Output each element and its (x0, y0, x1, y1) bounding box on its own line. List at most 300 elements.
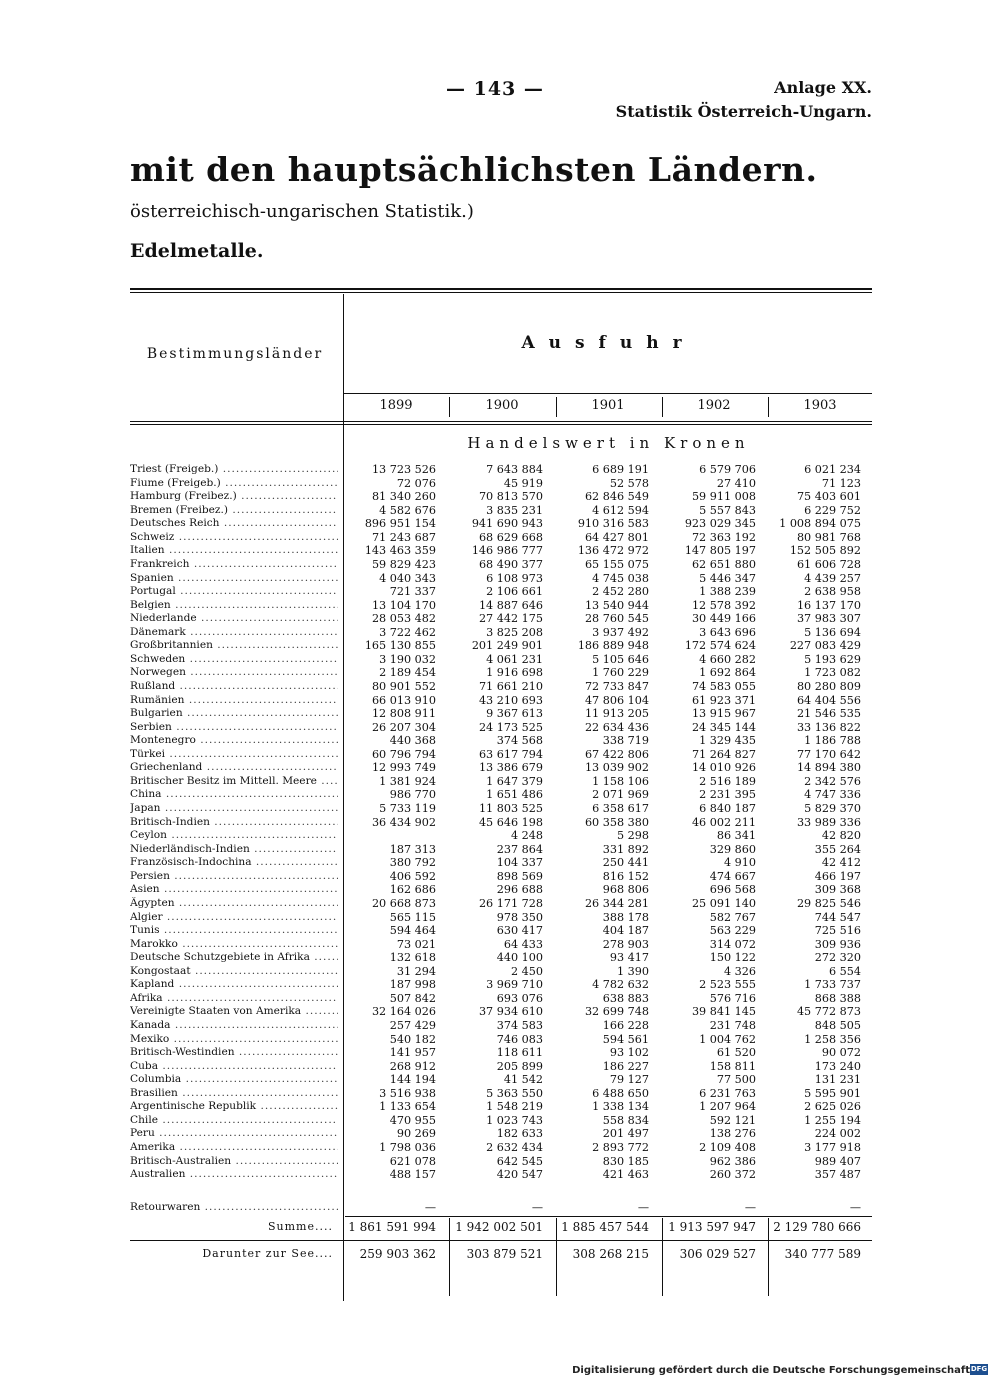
row-country: Marokko ..... (130, 938, 338, 951)
row-value: 746 083 (496, 1032, 543, 1046)
row-value: 4 439 257 (804, 571, 861, 585)
table-row (0, 965, 1000, 978)
sum-value: 1 885 457 544 (561, 1220, 649, 1234)
row-value: 2 189 454 (379, 666, 436, 680)
row-value: 141 957 (389, 1046, 436, 1060)
row-value: 910 316 583 (577, 517, 649, 531)
year-divider (449, 397, 450, 417)
row-value: 52 578 (609, 476, 649, 490)
row-value: 257 429 (389, 1019, 436, 1032)
table-row (0, 1019, 1000, 1032)
row-value: 26 344 281 (584, 896, 649, 910)
sea-value: 259 903 362 (359, 1247, 436, 1261)
table-row (0, 626, 1000, 639)
row-value: 118 611 (496, 1046, 543, 1060)
row-value: 1 158 106 (592, 774, 649, 788)
row-country: Retourwaren ..... (130, 1201, 338, 1214)
row-value: 47 806 104 (584, 693, 649, 707)
row-country: Griechenland ..... (130, 761, 338, 774)
row-value: 4 248 (510, 829, 543, 843)
row-country: Britisch-Indien ..... (130, 816, 338, 829)
row-value: 11 803 525 (478, 802, 543, 815)
row-value: 80 280 809 (796, 680, 861, 693)
row-country: Amerika ..... (130, 1141, 338, 1154)
row-value: 1 329 435 (699, 734, 756, 748)
row-value: 558 834 (602, 1113, 649, 1127)
row-value: 4 326 (723, 964, 756, 978)
row-value: 72 733 847 (584, 680, 649, 693)
row-value: 64 427 801 (584, 530, 649, 544)
row-value: 42 820 (821, 829, 861, 843)
row-value: 3 835 231 (486, 503, 543, 517)
row-value: 693 076 (496, 991, 543, 1005)
row-value: 77 500 (716, 1073, 756, 1087)
row-value: 5 363 550 (486, 1086, 543, 1100)
row-value: 314 072 (709, 937, 756, 951)
row-value: 186 227 (602, 1059, 649, 1073)
row-value: 16 137 170 (796, 598, 861, 612)
table-row (0, 572, 1000, 585)
row-value: 1 207 964 (699, 1100, 756, 1114)
table-row-returns (0, 1201, 1000, 1214)
row-value: 80 901 552 (371, 680, 436, 693)
row-value: 6 229 752 (804, 503, 861, 517)
row-value: 2 516 189 (699, 774, 756, 788)
row-value: 12 808 911 (371, 707, 436, 721)
row-country: Australien ..... (130, 1168, 338, 1181)
row-value: 1 023 743 (486, 1113, 543, 1127)
year-header-1899: 1899 (379, 398, 413, 413)
row-value: 41 542 (503, 1073, 543, 1087)
sum-top-rule (345, 1216, 872, 1217)
row-value: 989 407 (814, 1154, 861, 1168)
sum-bottom-rule (130, 1240, 872, 1241)
row-value: 1 651 486 (486, 788, 543, 802)
row-value: 71 243 687 (371, 530, 436, 544)
row-value: 13 386 679 (478, 761, 543, 775)
dfg-logo: DFG (970, 1365, 988, 1373)
row-country: Britischer Besitz im Mittell. Meere ..... (130, 775, 338, 788)
row-value: 5 829 370 (804, 802, 861, 815)
row-value: 540 182 (389, 1032, 436, 1046)
row-country: Peru ..... (130, 1127, 338, 1140)
table-row (0, 897, 1000, 910)
row-value: 421 463 (602, 1168, 649, 1182)
table-row (0, 1155, 1000, 1168)
row-value: 162 686 (389, 883, 436, 897)
row-country: Rußland ..... (130, 680, 338, 693)
row-value: 2 342 576 (804, 774, 861, 788)
row-country: Montenegro ..... (130, 734, 338, 747)
sea-value: 340 777 589 (784, 1247, 861, 1261)
row-value: 64 433 (503, 937, 543, 951)
row-value: 201 249 901 (471, 639, 543, 653)
row-country: Deutsches Reich ..... (130, 517, 338, 530)
row-country: Asien ..... (130, 883, 338, 896)
row-value: 5 105 646 (592, 652, 649, 666)
row-value: 4 910 (723, 856, 756, 870)
row-value: 2 109 408 (699, 1141, 756, 1154)
row-value: 355 264 (814, 842, 861, 856)
row-country: Belgien ..... (130, 599, 338, 612)
table-row (0, 666, 1000, 679)
row-country: Französisch-Indochina ..... (130, 856, 338, 869)
row-value: 2 106 661 (486, 585, 543, 598)
row-value: 420 547 (496, 1168, 543, 1182)
row-value: 268 912 (389, 1059, 436, 1073)
row-value: 630 417 (496, 924, 543, 937)
header-bottom-rule (130, 421, 872, 422)
row-value: 136 472 972 (577, 544, 649, 558)
row-value: 172 574 624 (684, 639, 756, 653)
row-value: 74 583 055 (691, 680, 756, 693)
row-value: 594 561 (602, 1032, 649, 1046)
row-country: Deutsche Schutzgebiete in Afrika ..... (130, 951, 338, 964)
row-value: 93 102 (609, 1046, 649, 1060)
sum-row (0, 1219, 1000, 1235)
annex-label: Anlage XX. (774, 78, 872, 97)
table-row (0, 1033, 1000, 1046)
row-value: 1 733 737 (804, 978, 861, 992)
row-value: 27 442 175 (478, 612, 543, 626)
row-value: 830 185 (602, 1154, 649, 1168)
row-value: 59 829 423 (371, 557, 436, 571)
row-value: 30 449 166 (691, 612, 756, 626)
row-value: 3 516 938 (379, 1086, 436, 1100)
table-row (0, 585, 1000, 598)
row-value: 592 121 (709, 1113, 756, 1127)
table-row (0, 992, 1000, 1005)
table-row (0, 680, 1000, 693)
row-value: 6 689 191 (592, 463, 649, 476)
row-value: 1 723 082 (804, 666, 861, 680)
year-header-rule (343, 393, 872, 394)
row-value: 3 177 918 (804, 1141, 861, 1154)
row-value: 13 540 944 (584, 598, 649, 612)
row-value: 20 668 873 (371, 896, 436, 910)
row-value: 1 388 239 (699, 585, 756, 598)
table-row (0, 490, 1000, 503)
row-value: 72 363 192 (691, 530, 756, 544)
row-value: 1 760 229 (592, 666, 649, 680)
row-value: 1 692 864 (699, 666, 756, 680)
country-column-header: Bestimmungsländer (146, 346, 324, 362)
table-row (0, 951, 1000, 964)
row-value: 11 913 205 (584, 707, 649, 721)
row-country: Brasilien ..... (130, 1087, 338, 1100)
row-value: 260 372 (709, 1168, 756, 1182)
row-country: Spanien ..... (130, 572, 338, 585)
row-country: Afrika ..... (130, 992, 338, 1005)
sea-value: 308 268 215 (572, 1247, 649, 1261)
row-value: 868 388 (814, 991, 861, 1005)
row-value: 152 505 892 (789, 544, 861, 558)
row-value: 1 381 924 (379, 774, 436, 788)
row-value: 278 903 (602, 937, 649, 951)
row-value: 4 040 343 (379, 571, 436, 585)
table-row (0, 788, 1000, 801)
row-value: 309 368 (814, 883, 861, 897)
table-row (0, 694, 1000, 707)
row-value: 187 998 (389, 978, 436, 992)
row-country: Columbia ..... (130, 1073, 338, 1086)
row-value: 13 104 170 (371, 598, 436, 612)
row-value: 68 629 668 (478, 530, 543, 544)
row-value: 14 010 926 (691, 761, 756, 775)
row-value: 440 100 (496, 951, 543, 965)
row-value: 158 811 (709, 1059, 756, 1073)
row-value: 296 688 (496, 883, 543, 897)
row-value: 466 197 (814, 869, 861, 883)
table-row (0, 558, 1000, 571)
row-country: Norwegen ..... (130, 666, 338, 679)
row-value: 5 733 119 (379, 802, 436, 815)
row-value: 6 554 (828, 964, 861, 978)
year-divider (556, 397, 557, 417)
row-value: 2 893 772 (592, 1141, 649, 1154)
row-value: 24 173 525 (478, 720, 543, 734)
row-value: 374 583 (496, 1019, 543, 1032)
row-country: Kongostaat ..... (130, 965, 338, 978)
row-value: 4 582 676 (379, 503, 436, 517)
row-value: 1 186 788 (804, 734, 861, 748)
table-row (0, 761, 1000, 774)
row-value: — (637, 1201, 649, 1214)
table-row (0, 978, 1000, 991)
row-value: 63 617 794 (478, 747, 543, 761)
row-country: Portugal ..... (130, 585, 338, 598)
table-row (0, 734, 1000, 747)
row-value: 14 894 380 (796, 761, 861, 775)
row-country: China ..... (130, 788, 338, 801)
row-value: 28 053 482 (371, 612, 436, 626)
row-value: 36 434 902 (371, 815, 436, 829)
row-value: 9 367 613 (486, 707, 543, 721)
row-country: Tunis ..... (130, 924, 338, 937)
row-value: 309 936 (814, 937, 861, 951)
table-row (0, 599, 1000, 612)
row-value: 1 133 654 (379, 1100, 436, 1114)
table-row (0, 924, 1000, 937)
unit-header: Handelswert in Kronen (467, 434, 750, 452)
row-value: 1 548 219 (486, 1100, 543, 1114)
row-value: 5 446 347 (699, 571, 756, 585)
table-row (0, 639, 1000, 652)
row-value: 46 002 211 (691, 815, 756, 829)
row-value: 93 417 (609, 951, 649, 965)
table-row (0, 1005, 1000, 1018)
row-value: 563 229 (709, 924, 756, 937)
row-country: Schweden ..... (130, 653, 338, 666)
footer-note: Digitalisierung gefördert durch die Deutsche Forschungsgemeinschaft (572, 1365, 970, 1376)
row-value: 187 313 (389, 842, 436, 856)
table-row (0, 1114, 1000, 1127)
row-value: 696 568 (709, 883, 756, 897)
row-value: 182 633 (496, 1127, 543, 1141)
row-value: 147 805 197 (684, 544, 756, 558)
row-country: Hamburg (Freibez.) ..... (130, 490, 338, 503)
row-value: 250 441 (602, 856, 649, 870)
row-value: — (531, 1201, 543, 1214)
row-value: 638 883 (602, 991, 649, 1005)
row-value: 186 889 948 (577, 639, 649, 653)
row-value: 132 618 (389, 951, 436, 965)
row-value: 43 210 693 (478, 693, 543, 707)
row-value: 1 916 698 (486, 666, 543, 680)
row-value: 4 660 282 (699, 652, 756, 666)
section-heading: Edelmetalle. (130, 240, 264, 262)
row-value: 75 403 601 (796, 490, 861, 504)
row-value: 60 358 380 (584, 815, 649, 829)
row-value: 31 294 (396, 964, 436, 978)
table-row (0, 816, 1000, 829)
row-value: 60 796 794 (371, 747, 436, 761)
page-number: — 143 — (446, 78, 544, 100)
row-value: 2 625 026 (804, 1100, 861, 1114)
row-value: 621 078 (389, 1154, 436, 1168)
row-value: 21 546 535 (796, 707, 861, 721)
row-country: Argentinische Republik ..... (130, 1100, 338, 1113)
year-header-1901: 1901 (591, 398, 625, 413)
row-value: — (849, 1201, 861, 1214)
row-value: 4 612 594 (592, 503, 649, 517)
row-value: 90 269 (396, 1127, 436, 1141)
row-value: — (744, 1201, 756, 1214)
table-row (0, 504, 1000, 517)
table-row (0, 531, 1000, 544)
row-value: 79 127 (609, 1073, 649, 1087)
table-row (0, 911, 1000, 924)
row-value: 1 338 134 (592, 1100, 649, 1114)
row-value: 5 193 629 (804, 652, 861, 666)
row-value: 6 840 187 (699, 802, 756, 815)
row-country: Cuba ..... (130, 1060, 338, 1073)
row-value: 71 264 827 (691, 747, 756, 761)
row-value: 1 004 762 (699, 1032, 756, 1046)
row-value: 165 130 855 (364, 639, 436, 653)
row-value: 45 919 (503, 476, 543, 490)
row-value: 61 606 728 (796, 557, 861, 571)
row-value: 898 569 (496, 869, 543, 883)
row-value: 166 228 (602, 1019, 649, 1032)
sum-value: 1 942 002 501 (455, 1220, 543, 1234)
table-row (0, 870, 1000, 883)
row-value: 205 899 (496, 1059, 543, 1073)
row-country: Kapland ..... (130, 978, 338, 991)
row-value: 357 487 (814, 1168, 861, 1182)
row-value: 29 825 546 (796, 896, 861, 910)
row-value: 201 497 (602, 1127, 649, 1141)
row-value: 331 892 (602, 842, 649, 856)
row-value: 594 464 (389, 924, 436, 937)
row-value: 13 915 967 (691, 707, 756, 721)
sea-value: 306 029 527 (679, 1247, 756, 1261)
table-row (0, 1141, 1000, 1154)
table-row (0, 856, 1000, 869)
row-value: 6 021 234 (804, 463, 861, 476)
row-value: 12 993 749 (371, 761, 436, 775)
table-row (0, 1168, 1000, 1181)
table-row (0, 517, 1000, 530)
row-value: 4 747 336 (804, 788, 861, 802)
row-value: 71 661 210 (478, 680, 543, 693)
row-value: 406 592 (389, 869, 436, 883)
row-value: 380 792 (389, 856, 436, 870)
table-row (0, 1100, 1000, 1113)
row-value: 227 083 429 (789, 639, 861, 653)
row-value: 4 782 632 (592, 978, 649, 992)
row-value: 5 298 (616, 829, 649, 843)
row-value: 721 337 (389, 585, 436, 598)
row-value: 81 340 260 (371, 490, 436, 504)
sum-label-text: Summe (268, 1220, 315, 1233)
row-country: Frankreich ..... (130, 558, 338, 571)
row-value: 2 452 280 (592, 585, 649, 598)
row-country: Algier ..... (130, 911, 338, 924)
row-value: 488 157 (389, 1168, 436, 1182)
row-country: Türkei ..... (130, 748, 338, 761)
sum-value: 1 913 597 947 (668, 1220, 756, 1234)
row-value: 941 690 943 (471, 517, 543, 531)
row-value: 39 841 145 (691, 1005, 756, 1019)
row-value: 6 488 650 (592, 1086, 649, 1100)
table-row (0, 829, 1000, 842)
row-value: 329 860 (709, 842, 756, 856)
row-country: Fiume (Freigeb.) ..... (130, 477, 338, 490)
row-value: 37 934 610 (478, 1005, 543, 1019)
table-row (0, 1046, 1000, 1059)
row-value: 474 667 (709, 869, 756, 883)
row-value: 62 651 880 (691, 557, 756, 571)
row-value: 32 699 748 (584, 1005, 649, 1019)
table-row (0, 612, 1000, 625)
row-value: 1 798 036 (379, 1141, 436, 1154)
row-value: 42 412 (821, 856, 861, 870)
row-country: Ägypten ..... (130, 897, 338, 910)
row-value: 62 846 549 (584, 490, 649, 504)
export-header: Ausfuhr (521, 333, 696, 353)
row-value: 33 136 822 (796, 720, 861, 734)
row-value: 26 207 304 (371, 720, 436, 734)
table-row (0, 653, 1000, 666)
row-country: Kanada ..... (130, 1019, 338, 1032)
row-country: Serbien ..... (130, 721, 338, 734)
row-value: 90 072 (821, 1046, 861, 1060)
row-value: 3 937 492 (592, 625, 649, 639)
row-value: 2 638 958 (804, 585, 861, 598)
row-value: 45 772 873 (796, 1005, 861, 1019)
row-value: 231 748 (709, 1019, 756, 1032)
row-value: 816 152 (602, 869, 649, 883)
row-country: Bulgarien ..... (130, 707, 338, 720)
row-value: 744 547 (814, 910, 861, 924)
row-value: 388 178 (602, 910, 649, 924)
row-value: 3 643 696 (699, 625, 756, 639)
row-value: 6 358 617 (592, 802, 649, 815)
row-value: 3 722 462 (379, 625, 436, 639)
row-value: 404 187 (602, 924, 649, 937)
sum-value: 1 861 591 994 (348, 1220, 436, 1234)
row-country: Großbritannien ..... (130, 639, 338, 652)
table-row (0, 883, 1000, 896)
row-country: Bremen (Freibez.) ..... (130, 504, 338, 517)
row-value: 70 813 570 (478, 490, 543, 504)
row-value: 59 911 008 (691, 490, 756, 504)
row-value: 968 806 (602, 883, 649, 897)
row-value: 565 115 (389, 910, 436, 924)
row-value: 27 410 (716, 476, 756, 490)
row-value: 896 951 154 (364, 517, 436, 531)
